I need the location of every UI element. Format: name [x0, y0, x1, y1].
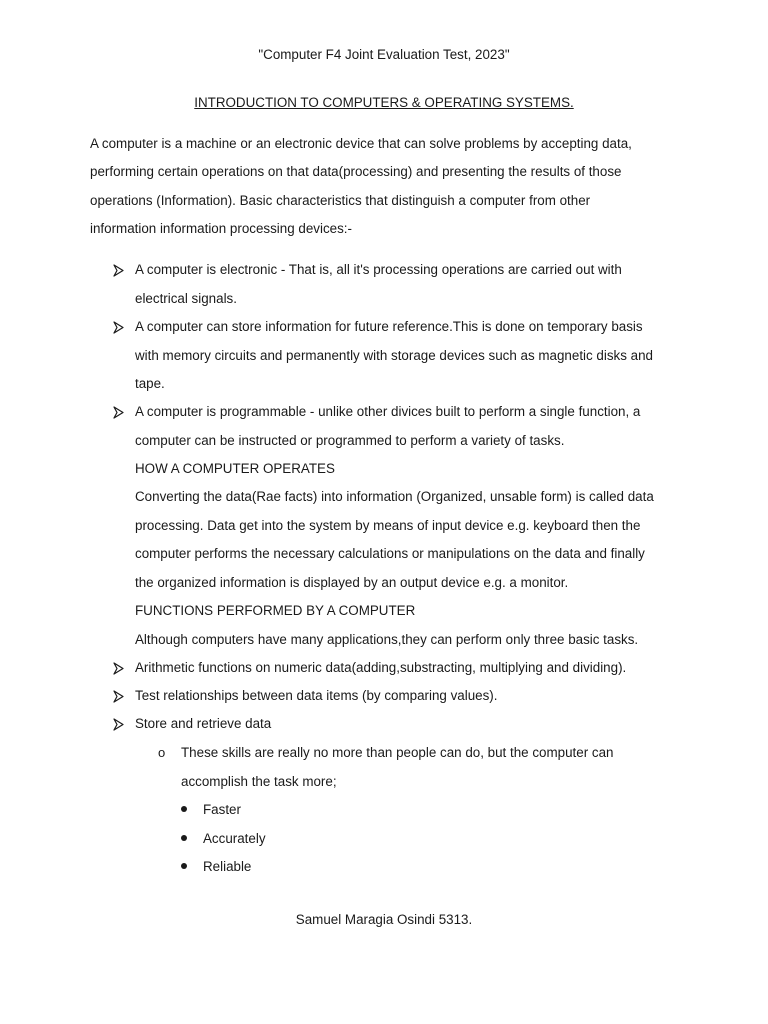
list-item-line: electrical signals. — [135, 291, 237, 306]
list-item-line: computer can be instructed or programmed to perform a variety of tasks. — [135, 433, 565, 448]
arrow-bullet-icon — [112, 662, 125, 675]
subsection-heading: FUNCTIONS PERFORMED BY A COMPUTER — [135, 603, 416, 618]
paragraph-line: the organized information is displayed by an output device e.g. a monitor. — [135, 575, 569, 590]
section-heading: INTRODUCTION TO COMPUTERS & OPERATING SYSTEMS. — [194, 95, 574, 110]
bullet-dot-icon — [181, 863, 187, 869]
sub-list-item-line: These skills are really no more than people can do, but the computer can — [181, 745, 614, 760]
intro-line: information information processing devices:- — [90, 221, 352, 236]
quality-item: Faster — [203, 802, 241, 817]
paragraph-line: Although computers have many applications,they can perform only three basic tasks. — [135, 632, 639, 647]
arrow-bullet-icon — [112, 321, 125, 334]
list-item-line: A computer is electronic - That is, all it's processing operations are carried out with — [135, 262, 622, 277]
intro-line: A computer is a machine or an electronic device that can solve problems by accepting data, — [90, 136, 632, 151]
paragraph-line: computer performs the necessary calculations or manipulations on the data and finally — [135, 546, 645, 561]
list-item-line: with memory circuits and permanently with storage devices such as magnetic disks and — [135, 348, 653, 363]
list-item: Arithmetic functions on numeric data(adding,substracting, multiplying and dividing). — [135, 660, 627, 675]
circle-bullet-icon: o — [158, 745, 166, 760]
list-item-line: A computer is programmable - unlike other divices built to perform a single function, a — [135, 404, 641, 419]
document-title: "Computer F4 Joint Evaluation Test, 2023" — [258, 47, 510, 62]
arrow-bullet-icon — [112, 264, 125, 277]
list-item-line: tape. — [135, 376, 165, 391]
document-footer: Samuel Maragia Osindi 5313. — [295, 912, 473, 927]
bullet-dot-icon — [181, 806, 187, 812]
quality-item: Accurately — [203, 831, 266, 846]
list-item: Test relationships between data items (by comparing values). — [135, 688, 498, 703]
list-item-line: A computer can store information for future reference.This is done on temporary basis — [135, 319, 643, 334]
intro-line: performing certain operations on that data(processing) and presenting the results of those — [90, 164, 622, 179]
quality-item: Reliable — [203, 859, 252, 874]
arrow-bullet-icon — [112, 718, 125, 731]
list-item: Store and retrieve data — [135, 716, 272, 731]
subsection-heading: HOW A COMPUTER OPERATES — [135, 461, 335, 476]
arrow-bullet-icon — [112, 406, 125, 419]
paragraph-line: Converting the data(Rae facts) into information (Organized, unsable form) is called data — [135, 489, 654, 504]
bullet-dot-icon — [181, 835, 187, 841]
intro-line: operations (Information). Basic characteristics that distinguish a computer from other — [90, 193, 591, 208]
sub-list-item-line: accomplish the task more; — [181, 774, 337, 789]
arrow-bullet-icon — [112, 690, 125, 703]
paragraph-line: processing. Data get into the system by means of input device e.g. keyboard then the — [135, 518, 641, 533]
